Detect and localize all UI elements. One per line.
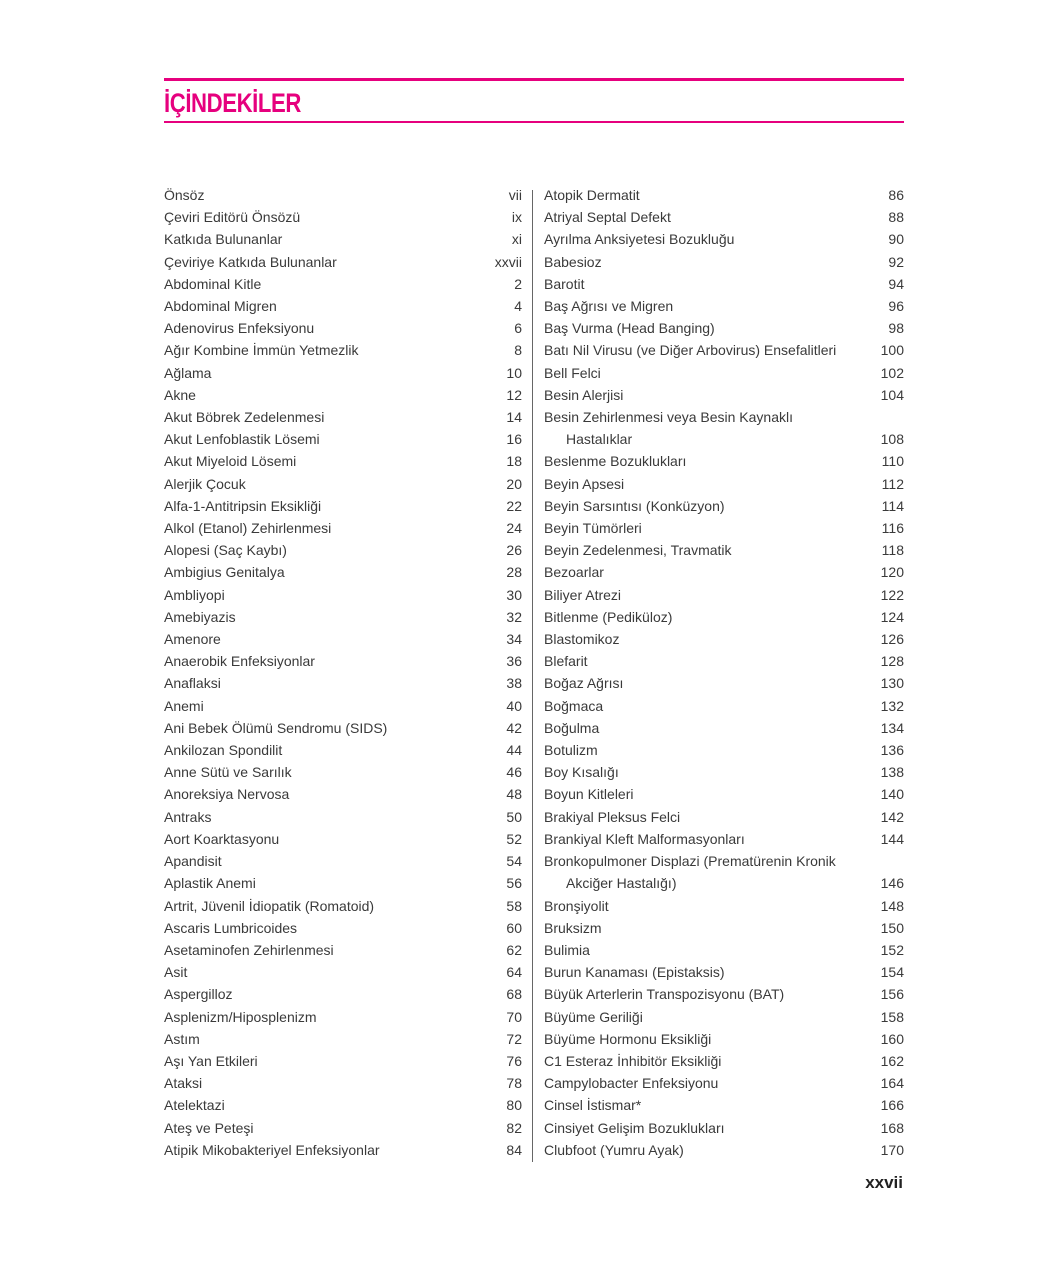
toc-entry (164, 672, 522, 694)
toc-column-left (164, 184, 522, 1161)
toc-entry (164, 761, 522, 783)
toc-entry-title: Burun Kanaması (Epistaksis) (544, 964, 725, 981)
toc-entry (544, 850, 904, 894)
toc-entry (164, 228, 522, 250)
toc-entry (544, 273, 904, 295)
toc-entry (544, 539, 904, 561)
toc-entry (544, 739, 904, 761)
toc-entry-title: Ambigius Genitalya (164, 564, 285, 581)
toc-entry-title: Boyun Kitleleri (544, 786, 634, 803)
toc-entry-page: 32 (506, 608, 522, 625)
toc-entry-title: Ağlama (164, 364, 212, 381)
toc-entry (544, 251, 904, 273)
toc-entry-title: Akne (164, 386, 196, 403)
toc-entry-page: 62 (506, 941, 522, 958)
toc-entry (164, 695, 522, 717)
toc-entry-title: Akut Böbrek Zedelenmesi (164, 409, 325, 426)
toc-entry-title: Biliyer Atrezi (544, 586, 622, 603)
toc-entry-title: Atopik Dermatit (544, 187, 640, 203)
toc-entry (544, 806, 904, 828)
toc-entry (544, 228, 904, 250)
toc-entry-title: Baş Ağrısı ve Migren (544, 298, 674, 315)
toc-entry-title: Bitlenme (Pediküloz) (544, 608, 673, 625)
toc-entry (544, 295, 904, 317)
toc-entry (164, 1117, 522, 1139)
toc-entry-page: 64 (506, 964, 522, 981)
toc-entry-page: 94 (888, 275, 904, 292)
toc-entry-title: Bell Felci (544, 364, 601, 381)
toc-entry-title: Anemi (164, 697, 204, 714)
toc-entry (544, 450, 904, 472)
toc-entry (544, 983, 904, 1005)
toc-entry-title: Asplenizm/Hiposplenizm (164, 1008, 317, 1025)
toc-entry-title: Aplastik Anemi (164, 875, 256, 892)
toc-entry-title: Çeviri Editörü Önsözü (164, 209, 301, 226)
toc-entry (544, 495, 904, 517)
toc-entry-page: 48 (506, 786, 522, 803)
toc-entry (544, 939, 904, 961)
toc-entry-title: Boğmaca (544, 697, 604, 714)
toc-entry-page: 84 (506, 1141, 522, 1158)
toc-entry-page: 150 (880, 919, 904, 936)
toc-entry-title: Besin Zehirlenmesi veya Besin Kaynaklı (544, 409, 794, 426)
toc-entry-page: ix (511, 209, 522, 226)
toc-entry-title: Aspergilloz (164, 986, 233, 1003)
toc-entry (544, 1094, 904, 1116)
toc-entry (164, 850, 522, 872)
toc-entry (164, 517, 522, 539)
toc-entry-page: 156 (880, 986, 904, 1003)
toc-entry-title: Alopesi (Saç Kaybı) (164, 542, 287, 559)
toc-column-right (544, 184, 904, 1161)
toc-entry-page: 96 (888, 298, 904, 315)
toc-entry-page: 114 (881, 497, 904, 514)
toc-entry-page: 112 (881, 475, 904, 492)
toc-entry (544, 1139, 904, 1161)
toc-entry-title: Blastomikoz (544, 631, 620, 648)
toc-entry-title: Beyin Sarsıntısı (Konküzyon) (544, 497, 725, 514)
toc-entry-title: Büyüme Geriliği (544, 1008, 643, 1025)
toc-entry-page: 68 (506, 986, 522, 1003)
toc-entry-page: 90 (888, 231, 904, 248)
toc-entry-page: 34 (506, 631, 522, 648)
toc-entry-title: Babesioz (544, 253, 602, 270)
toc-entry-page: 60 (506, 919, 522, 936)
toc-entry-title: Büyük Arterlerin Transpozisyonu (BAT) (544, 986, 785, 1003)
toc-entry-page: 76 (506, 1052, 522, 1069)
toc-entry-title: Ateş ve Peteşi (164, 1119, 254, 1136)
toc-entry-title-continued: Akciğer Hastalığı) (566, 875, 677, 892)
toc-entry-page: 22 (506, 497, 522, 514)
toc-entry-title: Campylobacter Enfeksiyonu (544, 1075, 719, 1092)
toc-entry-page: 72 (506, 1030, 522, 1047)
toc-entry-page: 86 (888, 187, 904, 203)
toc-entry-page: 164 (880, 1075, 904, 1092)
toc-entry-title: Boy Kısalığı (544, 764, 619, 781)
toc-entry-title: Baş Vurma (Head Banging) (544, 320, 715, 337)
toc-entry (164, 1094, 522, 1116)
toc-entry-page: 142 (880, 808, 904, 825)
toc-entry (164, 806, 522, 828)
toc-entry (164, 1028, 522, 1050)
toc-entry (164, 628, 522, 650)
toc-entry (544, 961, 904, 983)
toc-entry-title: Akut Miyeloid Lösemi (164, 453, 297, 470)
toc-entry-page: 70 (506, 1008, 522, 1025)
toc-entry-page: 146 (880, 875, 904, 892)
toc-entry-title: Bezoarlar (544, 564, 604, 581)
toc-entry-page: 102 (880, 364, 904, 381)
toc-entry-page: 124 (880, 608, 904, 625)
toc-entry (544, 1050, 904, 1072)
toc-entry-page: 50 (506, 808, 522, 825)
toc-entry-page: vii (508, 187, 522, 203)
toc-entry-title: Çeviriye Katkıda Bulunanlar (164, 253, 337, 270)
toc-entry-title: Alerjik Çocuk (164, 475, 246, 492)
toc-entry-page: 58 (506, 897, 522, 914)
toc-entry (164, 717, 522, 739)
toc-entry (164, 895, 522, 917)
toc-entry (164, 961, 522, 983)
toc-entry (544, 184, 904, 206)
toc-entry (164, 939, 522, 961)
toc-entry-page: 18 (506, 453, 522, 470)
toc-entry-page: 160 (880, 1030, 904, 1047)
toc-entry-title: Anne Sütü ve Sarılık (164, 764, 292, 781)
toc-entry (164, 317, 522, 339)
toc-entry-page: 80 (506, 1097, 522, 1114)
toc-entry (164, 251, 522, 273)
toc-entry-title: Beslenme Bozuklukları (544, 453, 687, 470)
toc-entry (544, 561, 904, 583)
toc-entry-page: 88 (888, 209, 904, 226)
page-title: İÇİNDEKİLER (164, 88, 301, 118)
toc-entry-title: Ani Bebek Ölümü Sendromu (SIDS) (164, 719, 388, 736)
toc-entry-title: Büyüme Hormonu Eksikliği (544, 1030, 712, 1047)
toc-entry (164, 828, 522, 850)
toc-entry-title: Asit (164, 964, 188, 981)
toc-entry-title: Anaflaksi (164, 675, 221, 692)
toc-entry-page: 108 (880, 431, 904, 448)
toc-entry-title: Beyin Apsesi (544, 475, 625, 492)
toc-entry (544, 384, 904, 406)
toc-entry (164, 473, 522, 495)
toc-entry-page: 118 (881, 542, 904, 559)
toc-entry-page: 54 (506, 853, 522, 870)
toc-entry (164, 917, 522, 939)
toc-entry-title: Beyin Zedelenmesi, Travmatik (544, 542, 732, 559)
toc-entry-title: Abdominal Kitle (164, 275, 262, 292)
toc-entry-title: Boğulma (544, 719, 600, 736)
toc-entry-page: 104 (880, 386, 904, 403)
toc-entry-page: 52 (506, 830, 522, 847)
toc-entry (164, 362, 522, 384)
toc-entry-title: Brankiyal Kleft Malformasyonları (544, 830, 745, 847)
toc-entry-page: 166 (880, 1097, 904, 1114)
toc-entry-page: 56 (506, 875, 522, 892)
toc-entry (544, 406, 904, 450)
toc-entry-page: 46 (506, 764, 522, 781)
toc-entry (164, 584, 522, 606)
page-number: xxvii (865, 1173, 903, 1192)
toc-entry (164, 339, 522, 361)
toc-entry-title: Amebiyazis (164, 608, 236, 625)
toc-entry (544, 783, 904, 805)
toc-entry (164, 184, 522, 206)
column-divider (532, 190, 533, 1162)
toc-entry-title: Apandisit (164, 853, 222, 870)
toc-entry-page: 116 (881, 520, 904, 537)
toc-entry-title: C1 Esteraz İnhibitör Eksikliği (544, 1052, 722, 1069)
toc-entry (164, 206, 522, 228)
toc-entry (544, 606, 904, 628)
toc-entry (164, 495, 522, 517)
toc-entry-title: Bulimia (544, 941, 590, 958)
toc-entry (164, 450, 522, 472)
toc-entry-title: Atipik Mikobakteriyel Enfeksiyonlar (164, 1141, 380, 1158)
toc-entry-page: 12 (506, 386, 522, 403)
toc-entry-title: Aort Koarktasyonu (164, 830, 280, 847)
toc-entry (544, 206, 904, 228)
toc-entry (544, 895, 904, 917)
toc-entry-title: Artrit, Jüvenil İdiopatik (Romatoid) (164, 897, 375, 914)
toc-entry-title: Barotit (544, 275, 585, 292)
toc-entry-title: Ascaris Lumbricoides (164, 919, 298, 936)
toc-entry-title: Besin Alerjisi (544, 386, 624, 403)
toc-entry-page: 30 (506, 586, 522, 603)
toc-entry-page: 6 (514, 320, 522, 337)
toc-entry-page: 128 (880, 653, 904, 670)
toc-entry (544, 1117, 904, 1139)
toc-entry-page: 126 (880, 631, 904, 648)
toc-entry-page: 148 (880, 897, 904, 914)
toc-entry (164, 406, 522, 428)
toc-entry-page: 144 (880, 830, 904, 847)
toc-entry-title: Önsöz (164, 187, 205, 203)
toc-entry (544, 1028, 904, 1050)
toc-entry (544, 828, 904, 850)
toc-entry-page: 44 (506, 742, 522, 759)
toc-entry (544, 672, 904, 694)
toc-entry-title: Amenore (164, 631, 221, 648)
toc-entry-page: 140 (880, 786, 904, 803)
toc-entry-page: 100 (880, 342, 904, 359)
toc-entry-page: 170 (880, 1141, 904, 1158)
toc-entry (164, 983, 522, 1005)
toc-entry-title: Alfa-1-Antitripsin Eksikliği (164, 497, 322, 514)
toc-entry (164, 872, 522, 894)
toc-entry (164, 1072, 522, 1094)
toc-entry (544, 517, 904, 539)
toc-entry-page: 26 (506, 542, 522, 559)
toc-entry-title: Abdominal Migren (164, 298, 277, 315)
toc-entry-page: 42 (506, 719, 522, 736)
toc-entry-page: 122 (880, 586, 904, 603)
toc-entry-title: Antraks (164, 808, 212, 825)
toc-entry (544, 473, 904, 495)
toc-entry-page: 110 (881, 453, 904, 470)
toc-entry-title: Akut Lenfoblastik Lösemi (164, 431, 320, 448)
toc-entry-page: 24 (506, 520, 522, 537)
toc-entry-page: 158 (880, 1008, 904, 1025)
toc-entry-title: Beyin Tümörleri (544, 520, 642, 537)
toc-entry-title: Ayrılma Anksiyetesi Bozukluğu (544, 231, 735, 248)
toc-entry (164, 606, 522, 628)
toc-entry-title: Astım (164, 1030, 200, 1047)
toc-entry-page: xi (511, 231, 522, 248)
toc-entry-page: 38 (506, 675, 522, 692)
toc-entry-title: Botulizm (544, 742, 598, 759)
toc-entry-page: 134 (880, 719, 904, 736)
toc-entry (544, 1072, 904, 1094)
toc-entry-page: xxvii (494, 253, 522, 270)
toc-entry-title: Ağır Kombine İmmün Yetmezlik (164, 342, 359, 359)
toc-entry (164, 561, 522, 583)
toc-entry-title-continued: Hastalıklar (566, 431, 633, 448)
toc-entry-page: 40 (506, 697, 522, 714)
header-bottom-rule (164, 121, 904, 123)
toc-entry-page: 168 (880, 1119, 904, 1136)
toc-entry-page: 138 (880, 764, 904, 781)
toc-entry-title: Ataksi (164, 1075, 203, 1092)
toc-entry-title: Alkol (Etanol) Zehirlenmesi (164, 520, 332, 537)
toc-entry-title: Clubfoot (Yumru Ayak) (544, 1141, 684, 1158)
toc-entry-title: Ambliyopi (164, 586, 225, 603)
toc-entry-title: Boğaz Ağrısı (544, 675, 624, 692)
toc-entry-title: Cinsiyet Gelişim Bozuklukları (544, 1119, 725, 1136)
toc-entry-page: 14 (506, 409, 522, 426)
toc-entry-page: 132 (880, 697, 904, 714)
toc-entry-title: Anoreksiya Nervosa (164, 786, 290, 803)
toc-entry (544, 695, 904, 717)
toc-entry-title: Atriyal Septal Defekt (544, 209, 671, 226)
toc-entry (164, 783, 522, 805)
toc-entry-title: Adenovirus Enfeksiyonu (164, 320, 315, 337)
toc-entry (164, 273, 522, 295)
toc-entry (544, 339, 904, 361)
toc-entry-page: 162 (880, 1052, 904, 1069)
toc-entry-page: 120 (880, 564, 904, 581)
toc-entry-title: Blefarit (544, 653, 588, 670)
toc-entry-page: 98 (888, 320, 904, 337)
toc-entry (544, 761, 904, 783)
toc-entry-page: 10 (506, 364, 522, 381)
toc-entry (544, 628, 904, 650)
toc-entry-title: Bronşiyolit (544, 897, 609, 914)
toc-entry-page: 4 (514, 298, 522, 315)
toc-entry (164, 295, 522, 317)
toc-entry-title: Batı Nil Virusu (ve Diğer Arbovirus) Ensefalitleri (544, 342, 837, 359)
toc-entry-page: 92 (888, 253, 904, 270)
toc-entry-title: Bruksizm (544, 919, 602, 936)
toc-entry-page: 82 (506, 1119, 522, 1136)
toc-entry (544, 717, 904, 739)
toc-entry (164, 650, 522, 672)
toc-entry-page: 154 (880, 964, 904, 981)
toc-entry (544, 584, 904, 606)
toc-entry (164, 739, 522, 761)
toc-entry-title: Anaerobik Enfeksiyonlar (164, 653, 315, 670)
toc-entry-page: 28 (506, 564, 522, 581)
toc-entry (544, 362, 904, 384)
toc-entry-title: Aşı Yan Etkileri (164, 1052, 258, 1069)
toc-entry (164, 539, 522, 561)
toc-entry-page: 8 (514, 342, 522, 359)
toc-entry-page: 130 (880, 675, 904, 692)
toc-entry-page: 16 (506, 431, 522, 448)
toc-entry-title: Brakiyal Pleksus Felci (544, 808, 681, 825)
toc-entry-title: Cinsel İstismar* (544, 1097, 642, 1114)
toc-entry (164, 1050, 522, 1072)
toc-entry (544, 317, 904, 339)
toc-entry-page: 36 (506, 653, 522, 670)
toc-entry (164, 428, 522, 450)
toc-entry-title: Atelektazi (164, 1097, 225, 1114)
toc-entry (164, 384, 522, 406)
toc-entry-title: Ankilozan Spondilit (164, 742, 283, 759)
toc-entry-page: 78 (506, 1075, 522, 1092)
header-top-rule (164, 78, 904, 81)
toc-entry-page: 152 (880, 941, 904, 958)
toc-entry (164, 1139, 522, 1161)
toc-entry-title: Asetaminofen Zehirlenmesi (164, 941, 334, 958)
toc-entry (544, 1006, 904, 1028)
toc-entry-title: Bronkopulmoner Displazi (Prematürenin Kronik (544, 853, 836, 870)
toc-entry-page: 20 (506, 475, 522, 492)
toc-entry (544, 650, 904, 672)
toc-entry (164, 1006, 522, 1028)
toc-entry-page: 2 (514, 275, 522, 292)
toc-entry (544, 917, 904, 939)
toc-entry-title: Katkıda Bulunanlar (164, 231, 283, 248)
toc-entry-page: 136 (880, 742, 904, 759)
